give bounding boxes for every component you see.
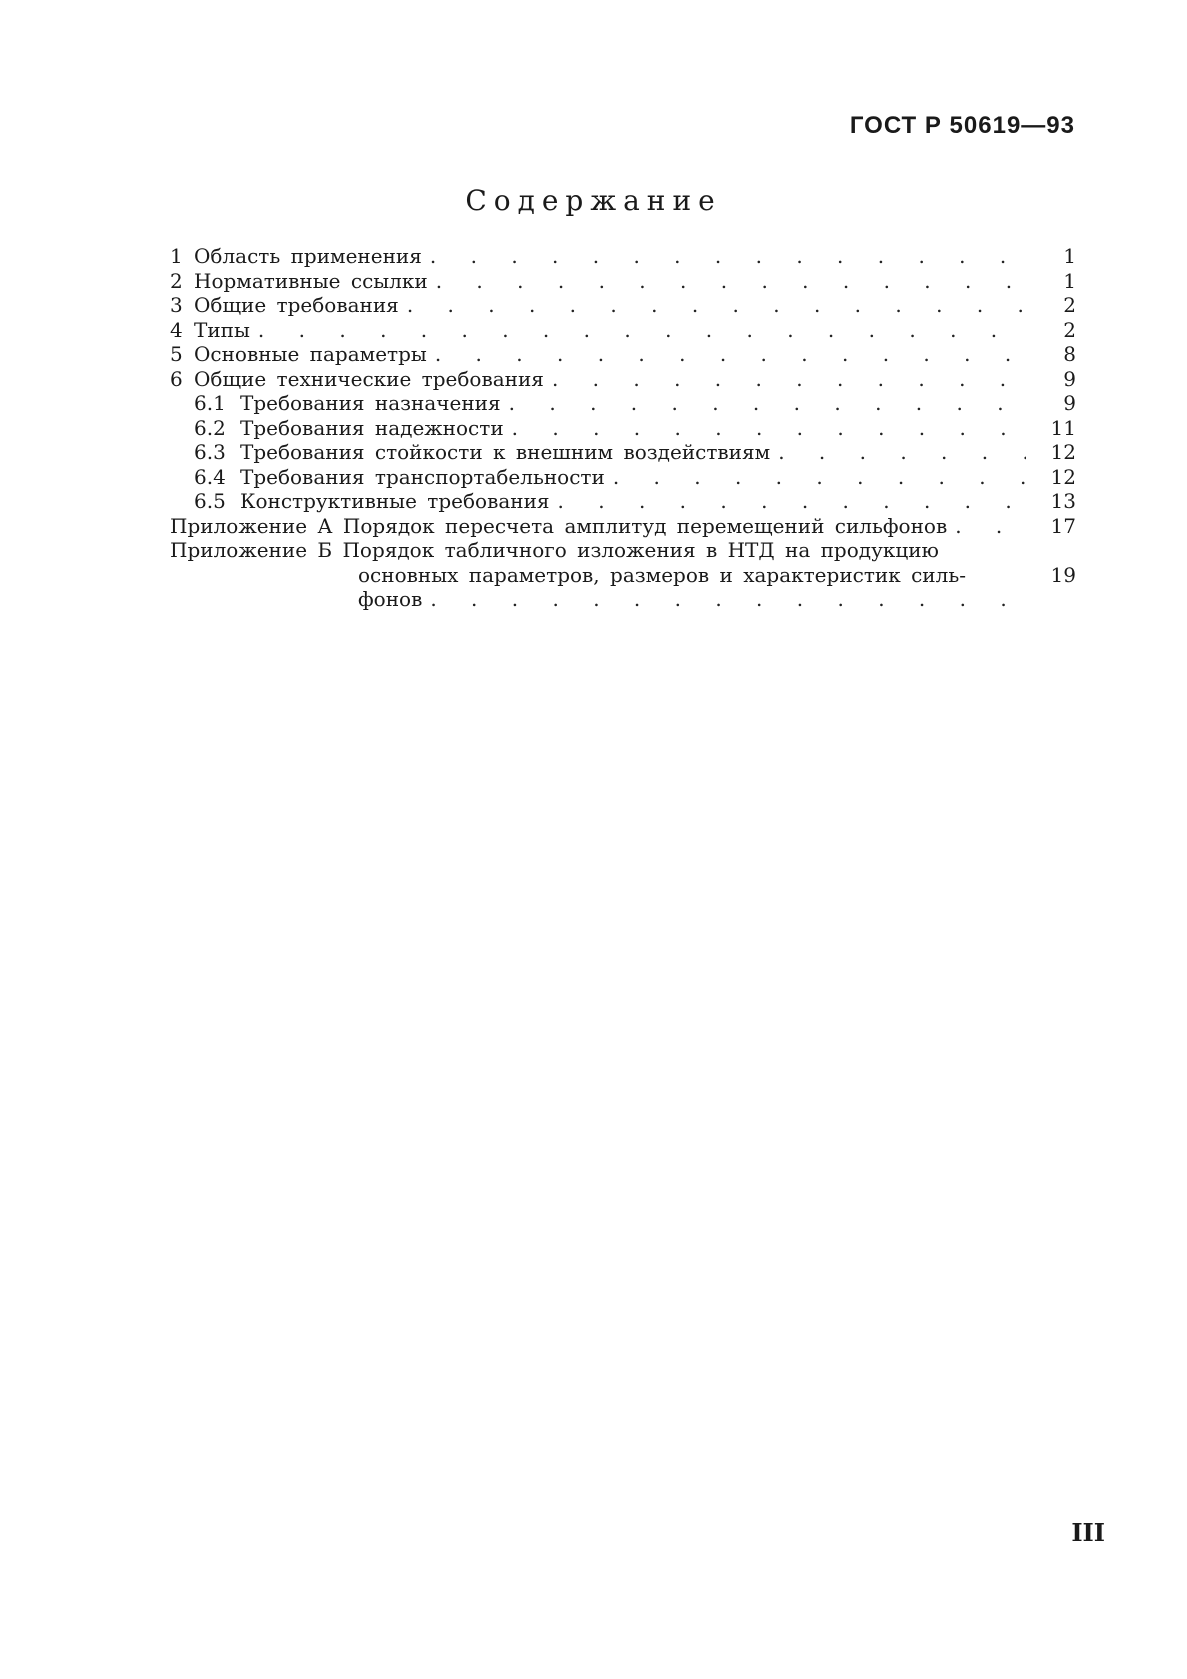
standard-code: ГОСТ Р 50619—93	[849, 112, 1075, 139]
toc-entry-page: 11	[1050, 415, 1076, 440]
toc-entry[interactable]	[170, 342, 1080, 367]
toc-entry-number: 6	[170, 366, 183, 391]
toc-entry-number: 6.1	[194, 391, 226, 415]
toc-entry-page: 12	[1050, 440, 1076, 464]
leader-dots	[430, 244, 1026, 269]
toc-appendix-b-continuation[interactable]	[170, 587, 1080, 612]
toc-entry-title: Основные параметры	[194, 342, 427, 366]
toc-entry-number: 6.2	[194, 415, 226, 440]
page-title: Содержание	[465, 184, 722, 217]
leader-dots	[430, 587, 1026, 612]
leader-dots	[778, 440, 1026, 465]
toc-entry-title: Требования стойкости к внешним воздействиям	[240, 440, 771, 464]
toc-entry[interactable]	[170, 293, 1080, 318]
toc-entry-title: Требования надежности	[240, 415, 504, 440]
toc-entry-number: 6.5	[194, 489, 226, 513]
leader-dots	[407, 293, 1026, 318]
toc-subentry[interactable]	[170, 440, 1080, 465]
toc-entry-title: Общие технические требования	[194, 366, 544, 391]
toc-subentry[interactable]	[170, 391, 1080, 416]
leader-dots	[509, 391, 1026, 416]
toc-entry-number: 2	[170, 268, 183, 293]
toc-entry[interactable]	[170, 244, 1080, 269]
toc-entry-title: Область применения	[194, 244, 422, 268]
toc-entry-page: 8	[1063, 342, 1076, 366]
leader-dots	[558, 489, 1026, 514]
toc-subentry[interactable]	[170, 416, 1080, 441]
leader-dots	[955, 514, 1026, 539]
toc-appendix-b-continuation[interactable]	[170, 563, 1080, 588]
toc-appendix-a[interactable]	[170, 514, 1080, 539]
toc-entry-page: 19	[1050, 562, 1076, 587]
toc-entry-title: Общие требования	[194, 293, 399, 317]
toc-entry[interactable]	[170, 367, 1080, 392]
toc-entry[interactable]	[170, 269, 1080, 294]
leader-dots	[613, 465, 1026, 490]
toc-appendix-b[interactable]	[170, 538, 1080, 563]
toc-entry-title: Требования транспортабельности	[240, 464, 605, 489]
toc-entry-title: фонов	[358, 587, 423, 611]
leader-dots	[552, 367, 1026, 392]
toc-entry-page: 2	[1063, 293, 1076, 317]
toc-entry-title: Нормативные ссылки	[194, 268, 428, 293]
toc-entry-number: 4	[170, 317, 183, 342]
toc-entry-page: 12	[1050, 464, 1076, 489]
table-of-contents	[170, 244, 1080, 612]
toc-entry-page: 13	[1050, 489, 1076, 513]
toc-entry-title: Требования назначения	[240, 391, 501, 415]
toc-entry-number: 1	[170, 244, 183, 268]
leader-dots	[512, 416, 1026, 441]
page-number: III	[1071, 1518, 1105, 1547]
toc-entry-page: 9	[1063, 366, 1076, 391]
leader-dots	[258, 318, 1026, 343]
toc-entry-title: Типы	[194, 317, 250, 342]
toc-entry-number: 5	[170, 342, 183, 366]
toc-entry-number: 6.3	[194, 440, 226, 464]
toc-entry-page: 1	[1063, 244, 1076, 268]
toc-entry[interactable]	[170, 318, 1080, 343]
toc-entry-page: 2	[1063, 317, 1076, 342]
toc-entry-title: Приложение А Порядок пересчета амплитуд перемещений сильфонов	[170, 513, 948, 538]
toc-subentry[interactable]	[170, 465, 1080, 490]
toc-entry-page: 17	[1050, 513, 1076, 538]
leader-dots	[435, 342, 1026, 367]
toc-entry-title: Приложение Б Порядок табличного изложения в НТД на продукцию	[170, 538, 939, 562]
toc-entry-title: основных параметров, размеров и характеристик силь-	[358, 562, 966, 587]
toc-entry-number: 6.4	[194, 464, 226, 489]
toc-subentry[interactable]	[170, 489, 1080, 514]
toc-entry-page: 1	[1063, 268, 1076, 293]
toc-entry-page: 9	[1063, 391, 1076, 415]
toc-entry-title: Конструктивные требования	[240, 489, 550, 513]
leader-dots	[436, 269, 1026, 294]
toc-entry-number: 3	[170, 293, 183, 317]
